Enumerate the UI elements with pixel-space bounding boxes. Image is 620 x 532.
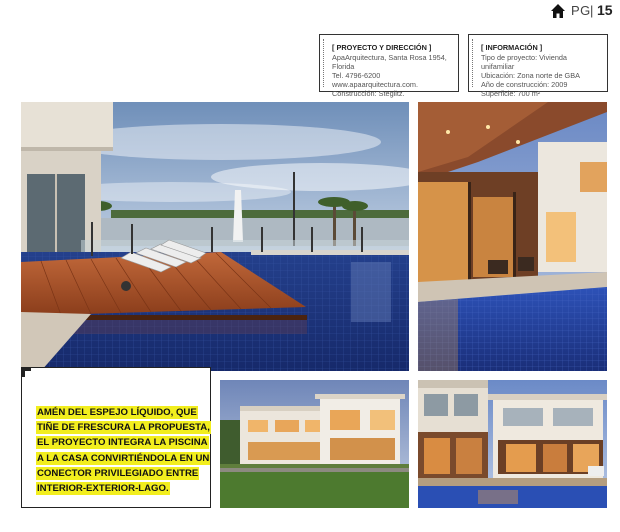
credits-box <box>319 34 459 98</box>
home-icon[interactable] <box>550 3 566 19</box>
credits-line: Construcción: Steglitz. <box>332 89 405 98</box>
pool-deck-lake-photo <box>21 102 409 371</box>
pull-quote-line: INTERIOR-EXTERIOR-LAGO. <box>37 483 169 495</box>
page-number: 15 <box>597 2 613 18</box>
pull-quote-line: EL PROYECTO INTEGRA LA PISCINA <box>37 437 208 449</box>
info-line: Ubicación: Zona norte de GBA <box>481 71 580 80</box>
credits-line: Tel. 4796-6200 <box>332 71 381 80</box>
info-box <box>468 34 608 98</box>
pull-quote-line: A LA CASA CONVIRTIÉNDOLA EN UN <box>37 452 210 464</box>
info-line: Tipo de proyecto: Vivienda unifamiliar <box>481 53 567 71</box>
section-label: PG <box>571 3 591 18</box>
page-header <box>0 0 620 26</box>
pull-quote-line: TIÑE DE FRESCURA LA PROPUESTA, <box>37 422 210 434</box>
pull-quote-line: CONECTOR PRIVILEGIADO ENTRE <box>37 467 199 479</box>
pull-quote-line: AMÉN DEL ESPEJO LÍQUIDO, QUE <box>37 407 197 418</box>
house-pool-dusk-photo <box>418 102 607 371</box>
header-separator: | <box>590 3 594 18</box>
info-line: Superficie: 700 m² <box>481 89 541 98</box>
info-line: Año de construcción: 2009 <box>481 80 568 89</box>
credits-title: [ PROYECTO Y DIRECCIÓN ] <box>332 43 432 52</box>
house-night-pool-photo <box>418 380 607 508</box>
pull-quote-box <box>21 367 211 508</box>
pull-quote-text <box>36 405 211 496</box>
corner-mark <box>21 367 31 377</box>
info-title: [ INFORMACIÓN ] <box>481 43 543 52</box>
credits-line: ApaArquitectura, Santa Rosa 1954, Florida <box>332 53 447 71</box>
house-facade-garden-photo <box>220 380 409 508</box>
credits-line[interactable]: www.apaarquitectura.com. <box>332 80 418 89</box>
